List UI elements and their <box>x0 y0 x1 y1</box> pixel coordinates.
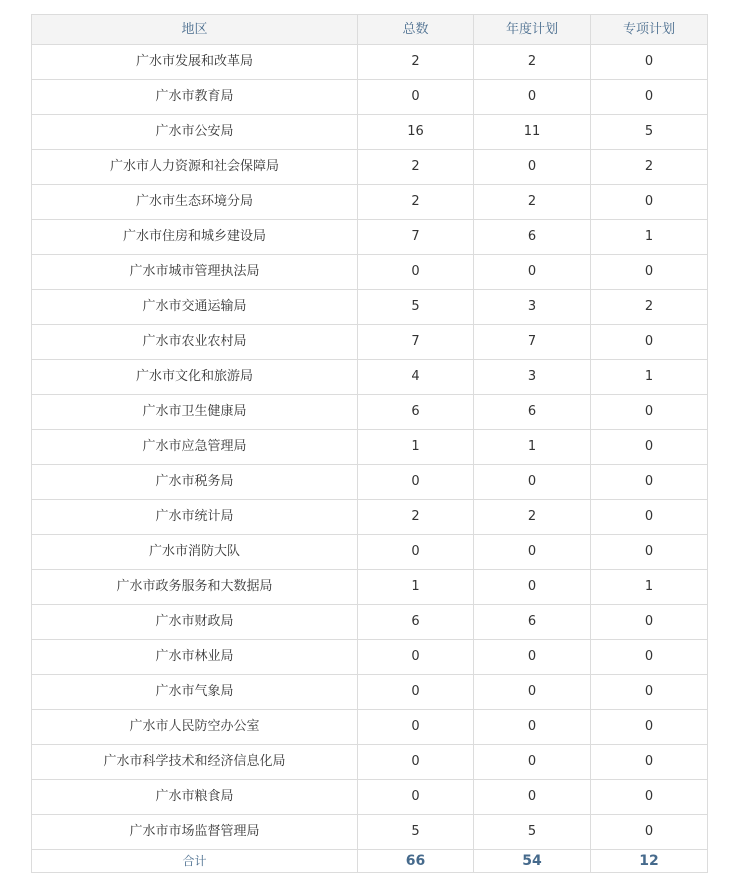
cell-region: 广水市税务局 <box>32 465 358 500</box>
cell-total: 0 <box>358 675 474 710</box>
cell-region: 广水市公安局 <box>32 115 358 150</box>
table-row <box>32 535 708 570</box>
table-row <box>32 640 708 675</box>
cell-special-plan: 1 <box>591 360 708 395</box>
cell-annual-plan: 0 <box>474 640 591 675</box>
table-container <box>31 14 707 873</box>
table-row <box>32 710 708 745</box>
cell-region: 广水市住房和城乡建设局 <box>32 220 358 255</box>
cell-total: 5 <box>358 815 474 850</box>
cell-special-plan: 0 <box>591 45 708 80</box>
cell-total: 1 <box>358 570 474 605</box>
totals-total: 66 <box>358 850 474 873</box>
table-row <box>32 745 708 780</box>
cell-region: 广水市应急管理局 <box>32 430 358 465</box>
cell-total: 6 <box>358 395 474 430</box>
cell-special-plan: 0 <box>591 605 708 640</box>
cell-total: 4 <box>358 360 474 395</box>
table-row <box>32 500 708 535</box>
header-annual-plan: 年度计划 <box>474 15 591 45</box>
cell-annual-plan: 0 <box>474 255 591 290</box>
cell-annual-plan: 2 <box>474 45 591 80</box>
cell-annual-plan: 0 <box>474 710 591 745</box>
cell-total: 0 <box>358 255 474 290</box>
cell-special-plan: 0 <box>591 675 708 710</box>
totals-row <box>32 850 708 873</box>
cell-region: 广水市卫生健康局 <box>32 395 358 430</box>
table-header <box>32 15 708 45</box>
cell-annual-plan: 6 <box>474 395 591 430</box>
statistics-table <box>31 14 708 873</box>
cell-region: 广水市文化和旅游局 <box>32 360 358 395</box>
cell-region: 广水市交通运输局 <box>32 290 358 325</box>
cell-annual-plan: 7 <box>474 325 591 360</box>
table-row <box>32 290 708 325</box>
cell-annual-plan: 0 <box>474 80 591 115</box>
cell-region: 广水市发展和改革局 <box>32 45 358 80</box>
table-row <box>32 150 708 185</box>
cell-annual-plan: 6 <box>474 220 591 255</box>
cell-total: 0 <box>358 465 474 500</box>
cell-special-plan: 0 <box>591 185 708 220</box>
cell-special-plan: 0 <box>591 430 708 465</box>
cell-total: 6 <box>358 605 474 640</box>
cell-special-plan: 1 <box>591 220 708 255</box>
totals-special-plan: 12 <box>591 850 708 873</box>
cell-region: 广水市教育局 <box>32 80 358 115</box>
cell-total: 0 <box>358 535 474 570</box>
header-total: 总数 <box>358 15 474 45</box>
cell-special-plan: 5 <box>591 115 708 150</box>
table-row <box>32 395 708 430</box>
cell-total: 0 <box>358 80 474 115</box>
cell-total: 7 <box>358 325 474 360</box>
table-row <box>32 605 708 640</box>
cell-special-plan: 0 <box>591 325 708 360</box>
cell-total: 1 <box>358 430 474 465</box>
cell-special-plan: 1 <box>591 570 708 605</box>
cell-total: 2 <box>358 185 474 220</box>
cell-special-plan: 0 <box>591 255 708 290</box>
cell-region: 广水市人力资源和社会保障局 <box>32 150 358 185</box>
table-row <box>32 780 708 815</box>
cell-region: 广水市财政局 <box>32 605 358 640</box>
cell-annual-plan: 6 <box>474 605 591 640</box>
cell-special-plan: 0 <box>591 535 708 570</box>
cell-total: 16 <box>358 115 474 150</box>
totals-annual-plan: 54 <box>474 850 591 873</box>
table-row <box>32 115 708 150</box>
cell-special-plan: 0 <box>591 745 708 780</box>
cell-total: 5 <box>358 290 474 325</box>
cell-special-plan: 0 <box>591 780 708 815</box>
cell-total: 0 <box>358 640 474 675</box>
cell-region: 广水市统计局 <box>32 500 358 535</box>
table-row <box>32 255 708 290</box>
table-row <box>32 325 708 360</box>
cell-annual-plan: 0 <box>474 465 591 500</box>
cell-region: 广水市市场监督管理局 <box>32 815 358 850</box>
cell-special-plan: 2 <box>591 150 708 185</box>
cell-region: 广水市粮食局 <box>32 780 358 815</box>
cell-total: 0 <box>358 780 474 815</box>
cell-annual-plan: 2 <box>474 185 591 220</box>
cell-total: 0 <box>358 710 474 745</box>
cell-total: 2 <box>358 150 474 185</box>
table-row <box>32 80 708 115</box>
cell-annual-plan: 2 <box>474 500 591 535</box>
header-row <box>32 15 708 45</box>
cell-region: 广水市消防大队 <box>32 535 358 570</box>
cell-region: 广水市政务服务和大数据局 <box>32 570 358 605</box>
cell-region: 广水市城市管理执法局 <box>32 255 358 290</box>
cell-annual-plan: 0 <box>474 675 591 710</box>
cell-region: 广水市农业农村局 <box>32 325 358 360</box>
table-row <box>32 570 708 605</box>
cell-region: 广水市科学技术和经济信息化局 <box>32 745 358 780</box>
cell-annual-plan: 0 <box>474 150 591 185</box>
cell-annual-plan: 11 <box>474 115 591 150</box>
cell-region: 广水市生态环境分局 <box>32 185 358 220</box>
cell-total: 2 <box>358 500 474 535</box>
table-row <box>32 45 708 80</box>
header-region: 地区 <box>32 15 358 45</box>
cell-region: 广水市人民防空办公室 <box>32 710 358 745</box>
cell-annual-plan: 0 <box>474 570 591 605</box>
cell-special-plan: 0 <box>591 815 708 850</box>
header-special-plan: 专项计划 <box>591 15 708 45</box>
cell-annual-plan: 0 <box>474 745 591 780</box>
table-row <box>32 815 708 850</box>
cell-special-plan: 0 <box>591 395 708 430</box>
cell-special-plan: 0 <box>591 710 708 745</box>
cell-annual-plan: 0 <box>474 535 591 570</box>
cell-annual-plan: 3 <box>474 360 591 395</box>
table-footer <box>32 850 708 873</box>
cell-region: 广水市林业局 <box>32 640 358 675</box>
cell-region: 广水市气象局 <box>32 675 358 710</box>
cell-annual-plan: 1 <box>474 430 591 465</box>
table-row <box>32 185 708 220</box>
cell-total: 2 <box>358 45 474 80</box>
table-row <box>32 430 708 465</box>
cell-special-plan: 0 <box>591 80 708 115</box>
cell-total: 0 <box>358 745 474 780</box>
cell-special-plan: 0 <box>591 465 708 500</box>
table-body <box>32 45 708 850</box>
cell-annual-plan: 0 <box>474 780 591 815</box>
cell-special-plan: 2 <box>591 290 708 325</box>
cell-annual-plan: 5 <box>474 815 591 850</box>
cell-annual-plan: 3 <box>474 290 591 325</box>
table-row <box>32 220 708 255</box>
cell-special-plan: 0 <box>591 640 708 675</box>
totals-label: 合计 <box>32 850 358 873</box>
table-row <box>32 465 708 500</box>
table-row <box>32 360 708 395</box>
cell-special-plan: 0 <box>591 500 708 535</box>
cell-total: 7 <box>358 220 474 255</box>
table-row <box>32 675 708 710</box>
